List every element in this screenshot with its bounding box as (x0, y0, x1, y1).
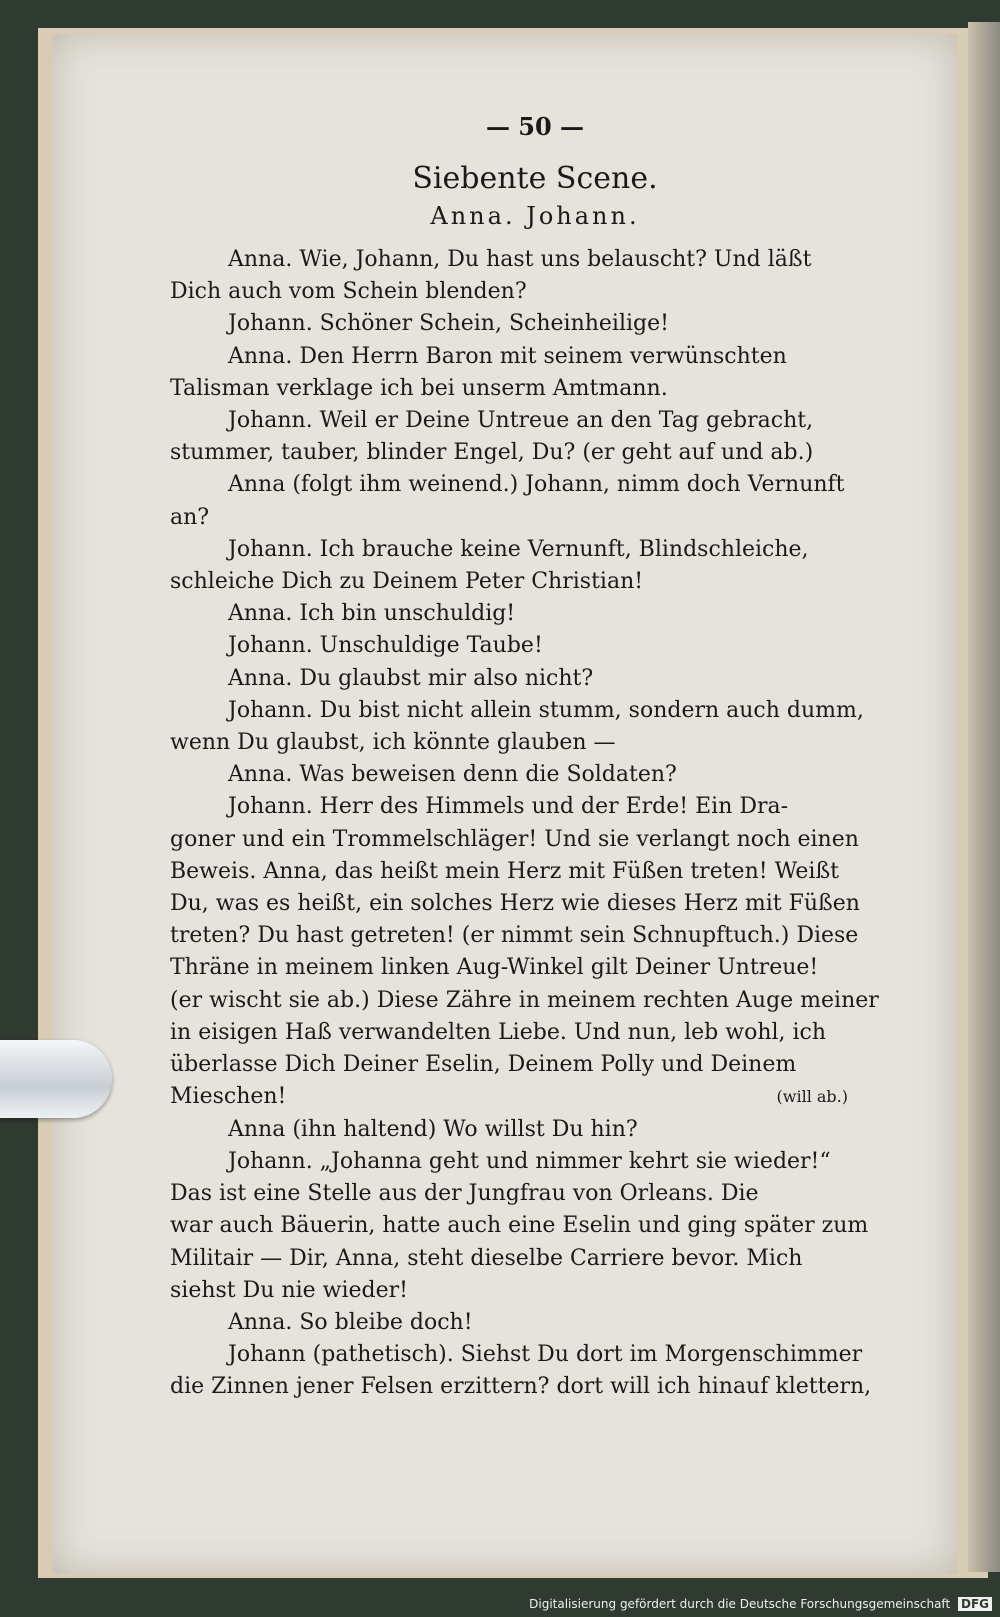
text-line: Anna. Ich bin unschuldig! (228, 601, 516, 627)
text-line: Anna (folgt ihm weinend.) Johann, nimm doch Vernunft (228, 472, 845, 498)
text-line: Johann. Herr des Himmels und der Erde! Ein Dra- (228, 794, 789, 820)
credit-text: Digitalisierung gefördert durch die Deutsche Forschungsgemeinschaft (529, 1597, 951, 1611)
scene-title: Siebente Scene. (412, 161, 658, 196)
text-line: an? (170, 504, 210, 530)
text-line: wenn Du glaubst, ich könnte glauben — (170, 730, 616, 756)
text-line: Militair — Dir, Anna, steht dieselbe Carriere bevor. Mich (170, 1245, 803, 1271)
text-line: Thräne in meinem linken Aug-Winkel gilt Deiner Untreue! (170, 955, 819, 981)
page-number: — 50 — (485, 112, 585, 141)
digitization-credit (529, 1597, 992, 1611)
text-line: Das ist eine Stelle aus der Jungfrau von Orleans. Die (170, 1181, 759, 1207)
page-clip (0, 1040, 112, 1118)
text-line: stummer, tauber, blinder Engel, Du? (er geht auf und ab.) (170, 440, 814, 466)
text-line: Anna (ihn haltend) Wo willst Du hin? (228, 1116, 638, 1142)
text-line: Johann. Weil er Deine Untreue an den Tag gebracht, (228, 408, 814, 434)
text-line: Anna. Wie, Johann, Du hast uns belauscht? Und läßt (228, 247, 812, 272)
page-edge (968, 22, 1000, 1572)
text-line: Dich auch vom Schein blenden? (170, 279, 527, 305)
text-line: war auch Bäuerin, hatte auch eine Eselin und ging später zum (170, 1213, 869, 1239)
text-line: (er wischt sie ab.) Diese Zähre in meinem rechten Auge meiner (170, 987, 879, 1013)
text-line: goner und ein Trommelschläger! Und sie verlangt noch einen (170, 826, 859, 852)
text-line: Johann. Ich brauche keine Vernunft, Blindschleiche, (228, 536, 809, 562)
text-line: treten? Du hast getreten! (er nimmt sein Schnupftuch.) Diese (170, 923, 859, 949)
text-block (170, 40, 900, 1404)
text-line: Johann. „Johanna geht und nimmer kehrt sie wieder!“ (228, 1148, 831, 1174)
text-line: siehst Du nie wieder! (170, 1277, 409, 1303)
text-line: Beweis. Anna, das heißt mein Herz mit Füßen treten! Weißt (170, 858, 839, 884)
text-line: in eisigen Haß verwandelten Liebe. Und nun, leb wohl, ich (170, 1019, 827, 1045)
text-line: Mieschen! (170, 1084, 287, 1110)
text-line: Du, was es heißt, ein solches Herz wie dieses Herz mit Füßen (170, 891, 860, 917)
cast-list: Anna. Johann. (430, 202, 640, 230)
text-line: überlasse Dich Deiner Eselin, Deinem Polly und Deinem (170, 1052, 797, 1078)
text-line: Johann. Du bist nicht allein stumm, sondern auch dumm, (228, 697, 864, 723)
text-line: Talisman verklage ich bei unserm Amtmann. (170, 375, 668, 401)
text-line: schleiche Dich zu Deinem Peter Christian! (170, 569, 644, 595)
stage-direction: (will ab.) (776, 1087, 848, 1107)
text-line: Anna. Was beweisen denn die Soldaten? (228, 762, 677, 788)
text-line: Anna. So bleibe doch! (228, 1309, 473, 1335)
text-line: Anna. Du glaubst mir also nicht? (228, 665, 594, 691)
dfg-logo: DFG (958, 1597, 992, 1611)
text-line: Johann. Schöner Schein, Scheinheilige! (228, 311, 669, 337)
text-line: Johann (pathetisch). Siehst Du dort im Morgenschimmer (228, 1342, 863, 1368)
text-line: die Zinnen jener Felsen erzittern? dort will ich hinauf klettern, (170, 1374, 872, 1400)
text-line: Johann. Unschuldige Taube! (228, 633, 543, 659)
text-line: Anna. Den Herrn Baron mit seinem verwünschten (228, 343, 787, 369)
